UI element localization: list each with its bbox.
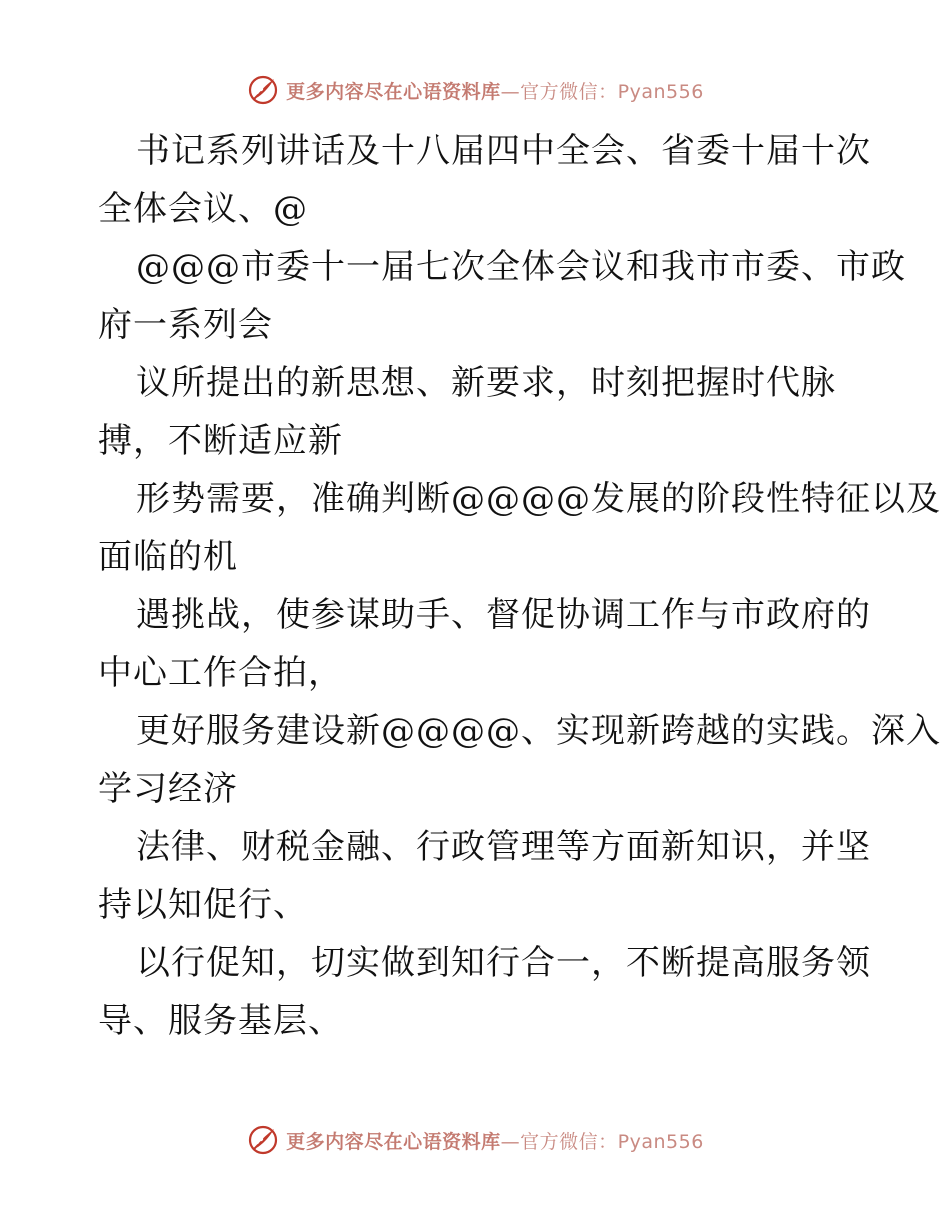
paragraph-3-line-1: 议所提出的新思想、新要求，时刻把握时代脉 bbox=[136, 363, 836, 403]
header-dash: — bbox=[500, 80, 521, 103]
paragraph-5-line-1: 遇挑战，使参谋助手、督促协调工作与市政府的 bbox=[136, 595, 871, 635]
paragraph-8-line-1: 以行促知，切实做到知行合一，不断提高服务领 bbox=[136, 943, 871, 983]
paragraph-1-line-2: 全体会议、@ bbox=[98, 189, 308, 229]
feather-pen-logo-icon bbox=[246, 73, 280, 107]
paragraph-4-line-1: 形势需要，准确判断@@@@发展的阶段性特征以及 bbox=[136, 479, 941, 519]
feather-pen-logo-icon bbox=[246, 1123, 280, 1157]
paragraph-4-line-2: 面临的机 bbox=[98, 537, 238, 577]
header-wechat-id: 官方微信：Pyan556 bbox=[520, 80, 704, 103]
footer-banner-text bbox=[286, 1127, 704, 1154]
paragraph-3-line-2: 搏，不断适应新 bbox=[98, 421, 343, 461]
paragraph-6-line-1: 更好服务建设新@@@@、实现新跨越的实践。深入 bbox=[136, 711, 941, 751]
document-body bbox=[98, 122, 941, 1050]
paragraph-2-line-1: @@@市委十一届七次全体会议和我市市委、市政 bbox=[136, 247, 906, 287]
paragraph-8-line-2: 导、服务基层、 bbox=[98, 1001, 343, 1041]
footer-banner bbox=[0, 1120, 950, 1160]
paragraph-7-line-1: 法律、财税金融、行政管理等方面新知识，并坚 bbox=[136, 827, 871, 867]
paragraph-7-line-2: 持以知促行、 bbox=[98, 885, 308, 925]
header-banner bbox=[0, 70, 950, 110]
paragraph-6-line-2: 学习经济 bbox=[98, 769, 238, 809]
footer-site-name: 更多内容尽在心语资料库 bbox=[286, 1130, 501, 1153]
paragraph-5-line-2: 中心工作合拍， bbox=[98, 653, 343, 693]
footer-wechat-id: 官方微信：Pyan556 bbox=[520, 1130, 704, 1153]
header-site-name: 更多内容尽在心语资料库 bbox=[286, 80, 501, 103]
header-banner-text bbox=[286, 77, 704, 104]
footer-dash: — bbox=[500, 1130, 521, 1153]
paragraph-2-line-2: 府一系列会 bbox=[98, 305, 273, 345]
paragraph-1-line-1: 书记系列讲话及十八届四中全会、省委十届十次 bbox=[136, 131, 871, 171]
